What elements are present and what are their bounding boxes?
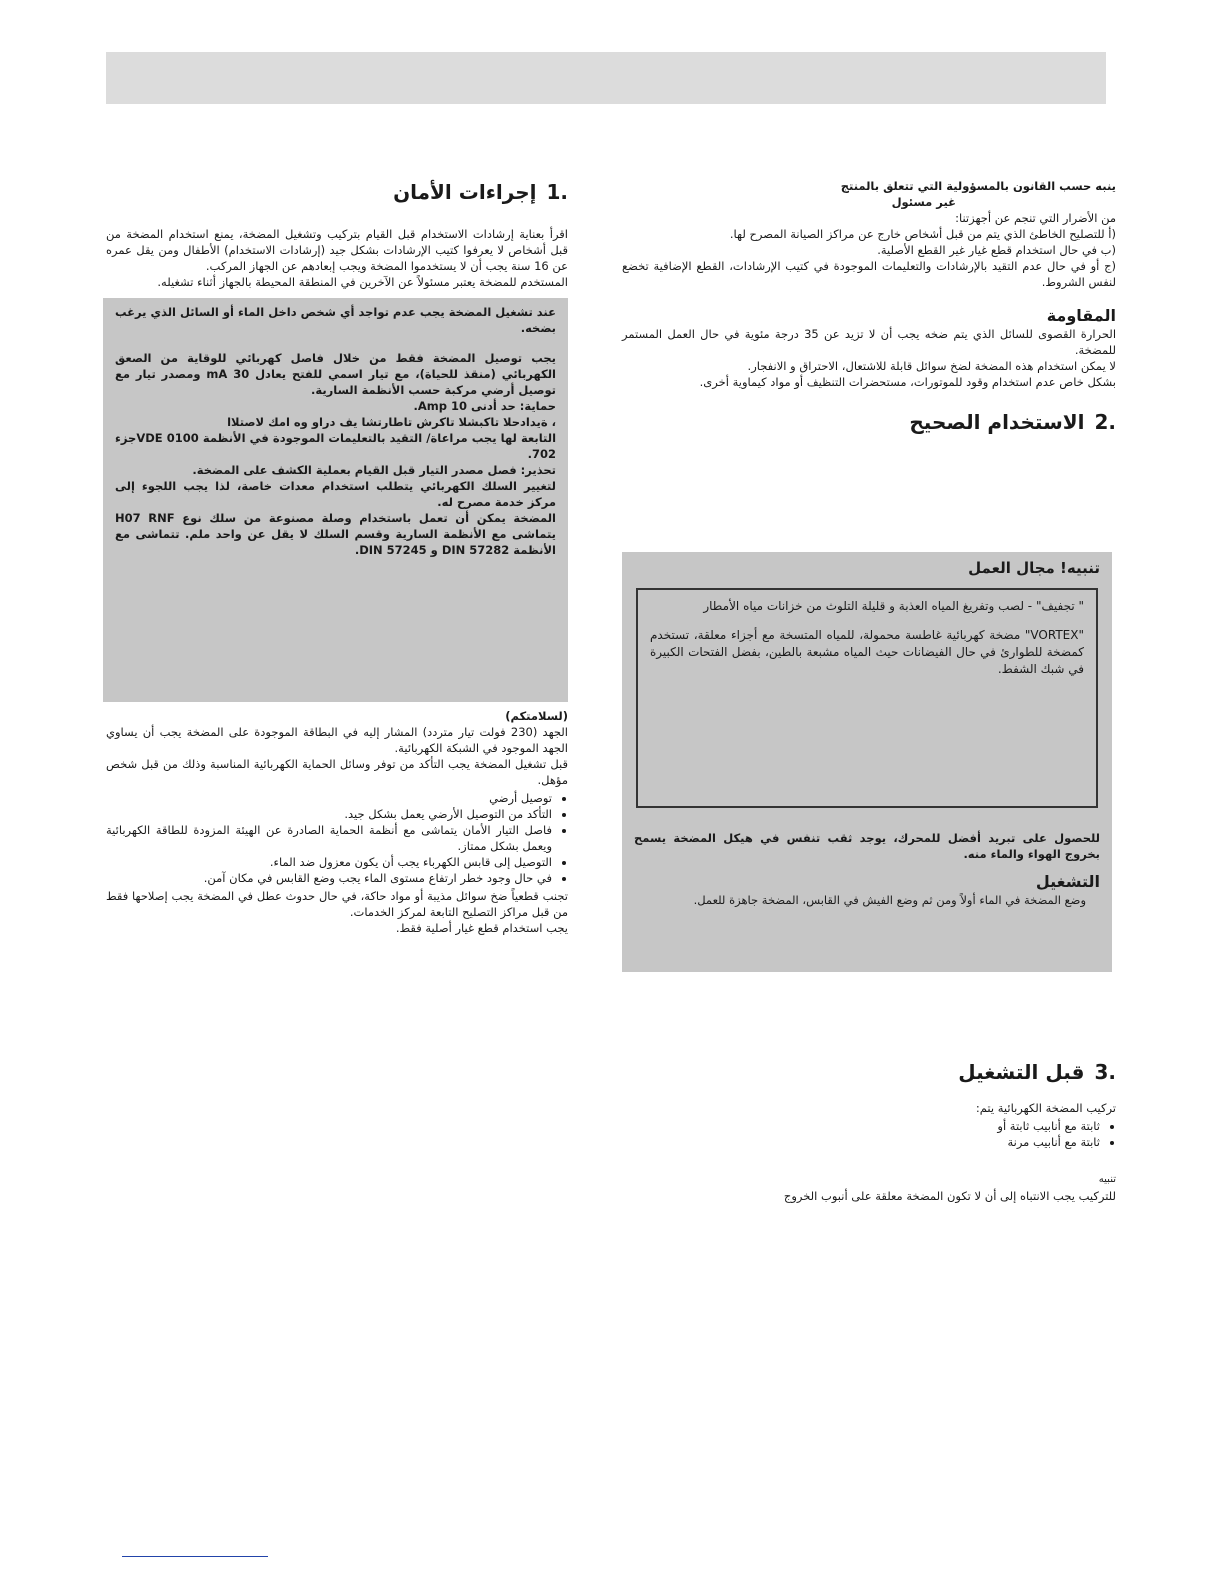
safety-note: (لسلامتكم) [505, 709, 568, 723]
resistance-title: المقاومة [1046, 306, 1116, 325]
closing-paragraph: تجنب قطعياً ضخ سوائل مذيبة أو مواد حاكة، في حال حدوث عطل في المضخة يجب إصلاحها فقط من قبل مراكز التصليح التابعة لمركز الخدمات. [106, 889, 568, 919]
intro-paragraph: المستخدم للمضخة يعتبر مسئولاً عن الآخرين في المنطقة المحيطة بالجهاز أثناء تشغيله. [157, 275, 568, 289]
box-paragraph: تحذير: فصل مصدر التيار قبل القيام بعملية الكشف على المضخة. [192, 463, 556, 477]
box-paragraph: التابعة لها يجب مراعاة/ التقيد بالتعليمات الموجودة في الأنظمة VDE 0100جزء 702. [115, 431, 557, 461]
box-paragraph: عند تشغيل المضخة يجب عدم تواجد أي شخص داخل الماء أو السائل الذي يرغب بضخه. [115, 305, 556, 335]
list-item: • التوصيل إلى قابس الكهرباء يجب أن يكون معزول ضد الماء. [106, 854, 552, 870]
section-3-heading [622, 1058, 1116, 1086]
resistance-paragraph: لا يمكن استخدام هذه المضخة لضخ سوائل قابلة للاشتعال، الاحتراق و الانفجار. [747, 359, 1116, 373]
voltage-paragraph: الجهد (230 فولت تيار متردد) المشار إليه في البطاقة الموجودة على المضخة يجب أن يساوي الجهد الموجود في الشبكة الكهربائية. [106, 725, 568, 755]
pump-types-frame [636, 588, 1098, 808]
liability-item: (ب في حال استخدام قطع غيار غير القطع الأصلية. [877, 243, 1116, 257]
list-item: • ثابتة مع أنابيب مرنة [622, 1134, 1100, 1150]
operation-paragraph: وضع المضخة في الماء أولاً ومن ثم وضع الفيش في القابس، المضخة جاهزة للعمل. [693, 893, 1086, 907]
section-2-title: الاستخدام الصحيح [909, 410, 1085, 434]
safety-list [106, 790, 568, 886]
usage-box [622, 552, 1112, 972]
protection-paragraph: قبل تشغيل المضخة يجب التأكد من توفر وسائل الحماية الكهربائية المناسبة وذلك من قبل شخص مؤهل. [106, 757, 568, 787]
box-paragraph: لتغيير السلك الكهربائي يتطلب استخدام معدات خاصة، لذا يجب اللجوء إلى مركز خدمة مصرح له. [115, 479, 556, 509]
section-3-number: 3. [1094, 1060, 1116, 1084]
list-item: • توصيل أرضي [106, 790, 552, 806]
right-column [622, 178, 1116, 436]
list-item: • التأكد من التوصيل الأرضي يعمل بشكل جيد. [106, 806, 552, 822]
usage-box-heading: تنبيه! مجال العمل [968, 559, 1100, 577]
install-list [622, 1118, 1116, 1150]
resistance-paragraph: بشكل خاص عدم استخدام وقود للموتورات، مستحضرات التنظيف أو مواد كيماوية أخرى. [699, 375, 1116, 389]
section-1-number: 1. [546, 180, 568, 204]
header-bar [106, 52, 1106, 104]
operation-title: التشغيل [1035, 872, 1100, 891]
note-label: تنبيه [1098, 1174, 1116, 1185]
resistance-paragraph: الحرارة القصوى للسائل الذي يتم ضخه يجب أن لا تزيد عن 35 درجة مئوية في حال العمل المستمر للمضخة. [622, 327, 1117, 357]
footer-rule [122, 1556, 268, 1557]
closing-paragraph: يجب استخدام قطع غيار أصلية فقط. [395, 921, 568, 935]
warning-box [103, 298, 568, 702]
liability-line: من الأضرار التي تنجم عن أجهزتنا: [955, 211, 1116, 225]
box-paragraph: حماية: حد أدنى 10 Amp. [413, 399, 556, 413]
list-item: • في حال وجود خطر ارتفاع مستوى الماء يجب وضع القابس في مكان آمن. [106, 870, 552, 886]
liability-line: ينبه حسب القانون بالمسؤولية التي تتعلق بالمنتج [840, 179, 1116, 193]
cooling-paragraph: للحصول على تبريد أفضل للمحرك، يوجد ثقب تنفس في هيكل المضخة يسمح بخروج الهواء والماء منه. [634, 831, 1100, 861]
section-1-title: إجراءات الأمان [393, 180, 537, 204]
liability-item: (أ للتصليح الخاطئ الذي يتم من قبل أشخاص خارج عن مراكز الصيانة المصرح لها. [729, 227, 1116, 241]
box-paragraph: المضخة يمكن أن تعمل باستخدام وصلة مصنوعة من سلك نوع H07 RNF يتماشى مع الأنظمة السارية وقسم السلك لا يقل عن واحد ملم. تتماشى مع الأنظمة DIN 57282 و DIN 57245. [115, 511, 556, 557]
liability-item: (ج أو في حال عدم التقيد بالإرشادات والتعليمات الموجودة في كتيب الإرشادات، القطع الإضافية تخضع لنفس الشروط. [622, 259, 1116, 289]
liability-line: غير مسئول [891, 195, 956, 209]
section-2-number: 2. [1094, 410, 1116, 434]
intro-paragraph: اقرأ بعناية إرشادات الاستخدام قبل القيام بتركيب وتشغيل المضخة، يمنع استخدام المضخة من قبل أشخاص لا يعرفوا كتيب الإرشادات بشكل جيد (إرشادات الاستخدام) الأطفال ومن يقل عمره عن 16 سنة يجب أن لا يستخدموا المضخة ويجب إبعادهم عن الجهاز المركب. [106, 227, 568, 273]
box-paragraph: ، ةيدادحلا تاكبشلا تاكرش تاطارتشا يف دراو وه امك لاصتلاا [227, 415, 556, 429]
pump-type-drain: " تجفيف" - لصب وتفريغ المياه العذبة و قليلة التلوث من خزانات مياه الأمطار [703, 599, 1084, 613]
list-item: • ثابتة مع أنابيب ثابتة أو [622, 1118, 1100, 1134]
section-1-heading [106, 178, 568, 206]
section-3-title: قبل التشغيل [958, 1060, 1085, 1084]
left-column [106, 178, 568, 936]
box-paragraph: يجب توصيل المضخة فقط من خلال فاصل كهربائي للوقاية من الصعق الكهربائي (منقذ للحياة)، مع تيار اسمي للفتح يعادل 30 mA ومصدر تيار مع توصيل أرضي مركبة حسب الأنظمة السارية. [115, 351, 556, 397]
note-text: للتركيب يجب الانتباه إلى أن لا تكون المضخة معلقة على أنبوب الخروج [783, 1189, 1116, 1203]
pump-type-vortex: "VORTEX" مضخة كهربائية غاطسة محمولة، للمياه المتسخة مع أجزاء معلقة، تستخدم كمضخة للطوارئ في حال الفيضانات حيث المياه مشبعة بالطين، بفضل الفتحات الكبيرة في شبك الشفط. [650, 628, 1084, 676]
install-intro: تركيب المضخة الكهربائية يتم: [975, 1101, 1116, 1115]
section-3 [622, 1058, 1116, 1204]
list-item: • فاصل التيار الأمان يتماشى مع أنظمة الحماية الصادرة عن الهيئة المزودة للطاقة الكهربائية ويعمل بشكل ممتاز. [106, 822, 552, 854]
section-2-heading [622, 408, 1116, 436]
